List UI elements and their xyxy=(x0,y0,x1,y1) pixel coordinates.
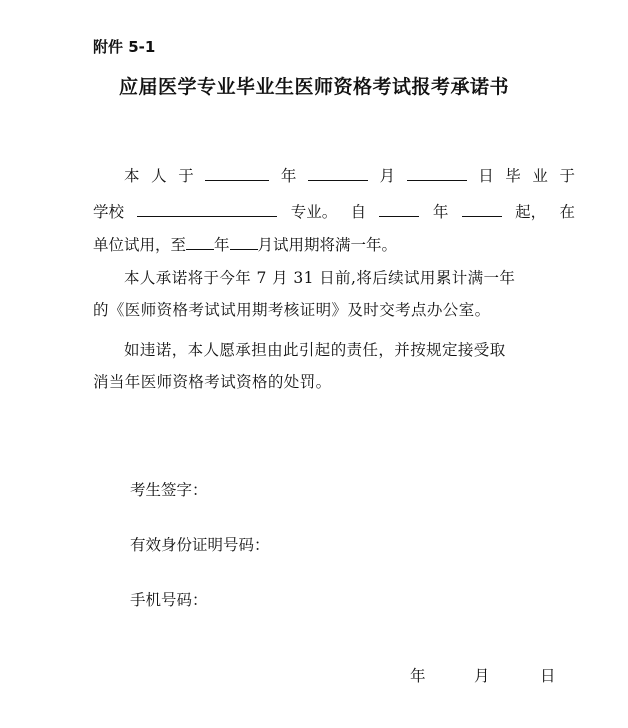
text-yu: 于 xyxy=(178,167,194,185)
text-zi: 自 xyxy=(350,203,367,221)
text-year-3: 年 xyxy=(214,236,230,254)
attachment-label: 附件 5-1 xyxy=(93,38,156,56)
commitment-line-2: 的《医师资格考试试用期考核证明》及时交考点办公室。 xyxy=(93,301,491,319)
text-unit-trial: 单位试用，至 xyxy=(93,236,187,254)
text-school: 学校 xyxy=(93,203,125,221)
end-year-blank[interactable] xyxy=(186,233,214,250)
text-yu2: 于 xyxy=(559,167,575,185)
text-bi: 毕 xyxy=(505,167,521,185)
candidate-signature-label: 考生签字： xyxy=(130,481,208,499)
commitment-paragraph xyxy=(93,262,575,326)
text-qi: 起， xyxy=(515,203,547,221)
document-title: 应届医学专业毕业生医师资格考试报考承诺书 xyxy=(118,76,509,98)
text-year: 年 xyxy=(280,167,297,185)
id-number-label: 有效身份证明号码： xyxy=(130,536,270,554)
school-blank[interactable] xyxy=(137,200,277,217)
text-ren: 人 xyxy=(151,167,167,185)
date-day-label: 日 xyxy=(540,667,556,685)
start-year-blank[interactable] xyxy=(379,200,419,217)
pledge-line-3 xyxy=(93,233,575,255)
violation-line-2: 消当年医师资格考试资格的处罚。 xyxy=(93,373,332,391)
graduation-day-blank[interactable] xyxy=(407,164,467,181)
phone-number-label: 手机号码： xyxy=(130,591,208,609)
text-ye: 业 xyxy=(532,167,548,185)
pledge-line-2 xyxy=(93,200,575,222)
date-year-label: 年 xyxy=(410,667,426,685)
text-trial-end: 月试用期将满一年。 xyxy=(257,236,398,254)
graduation-month-blank[interactable] xyxy=(308,164,368,181)
text-year-2: 年 xyxy=(432,203,449,221)
text-ben: 本 xyxy=(124,167,140,185)
text-zai: 在 xyxy=(559,203,575,221)
graduation-year-blank[interactable] xyxy=(205,164,269,181)
pledge-line-1 xyxy=(93,164,575,186)
text-day: 日 xyxy=(478,167,494,185)
text-month: 月 xyxy=(379,167,396,185)
date-month-label: 月 xyxy=(474,667,490,685)
start-month-blank[interactable] xyxy=(462,200,502,217)
text-major: 专业。 xyxy=(290,203,338,221)
end-month-blank[interactable] xyxy=(230,233,258,250)
commitment-line-1: 本人承诺将于今年 7 月 31 日前,将后续试用累计满一年 xyxy=(124,269,516,287)
violation-line-1: 如违诺，本人愿承担由此引起的责任，并按规定接受取 xyxy=(124,341,506,359)
violation-paragraph xyxy=(93,334,575,398)
